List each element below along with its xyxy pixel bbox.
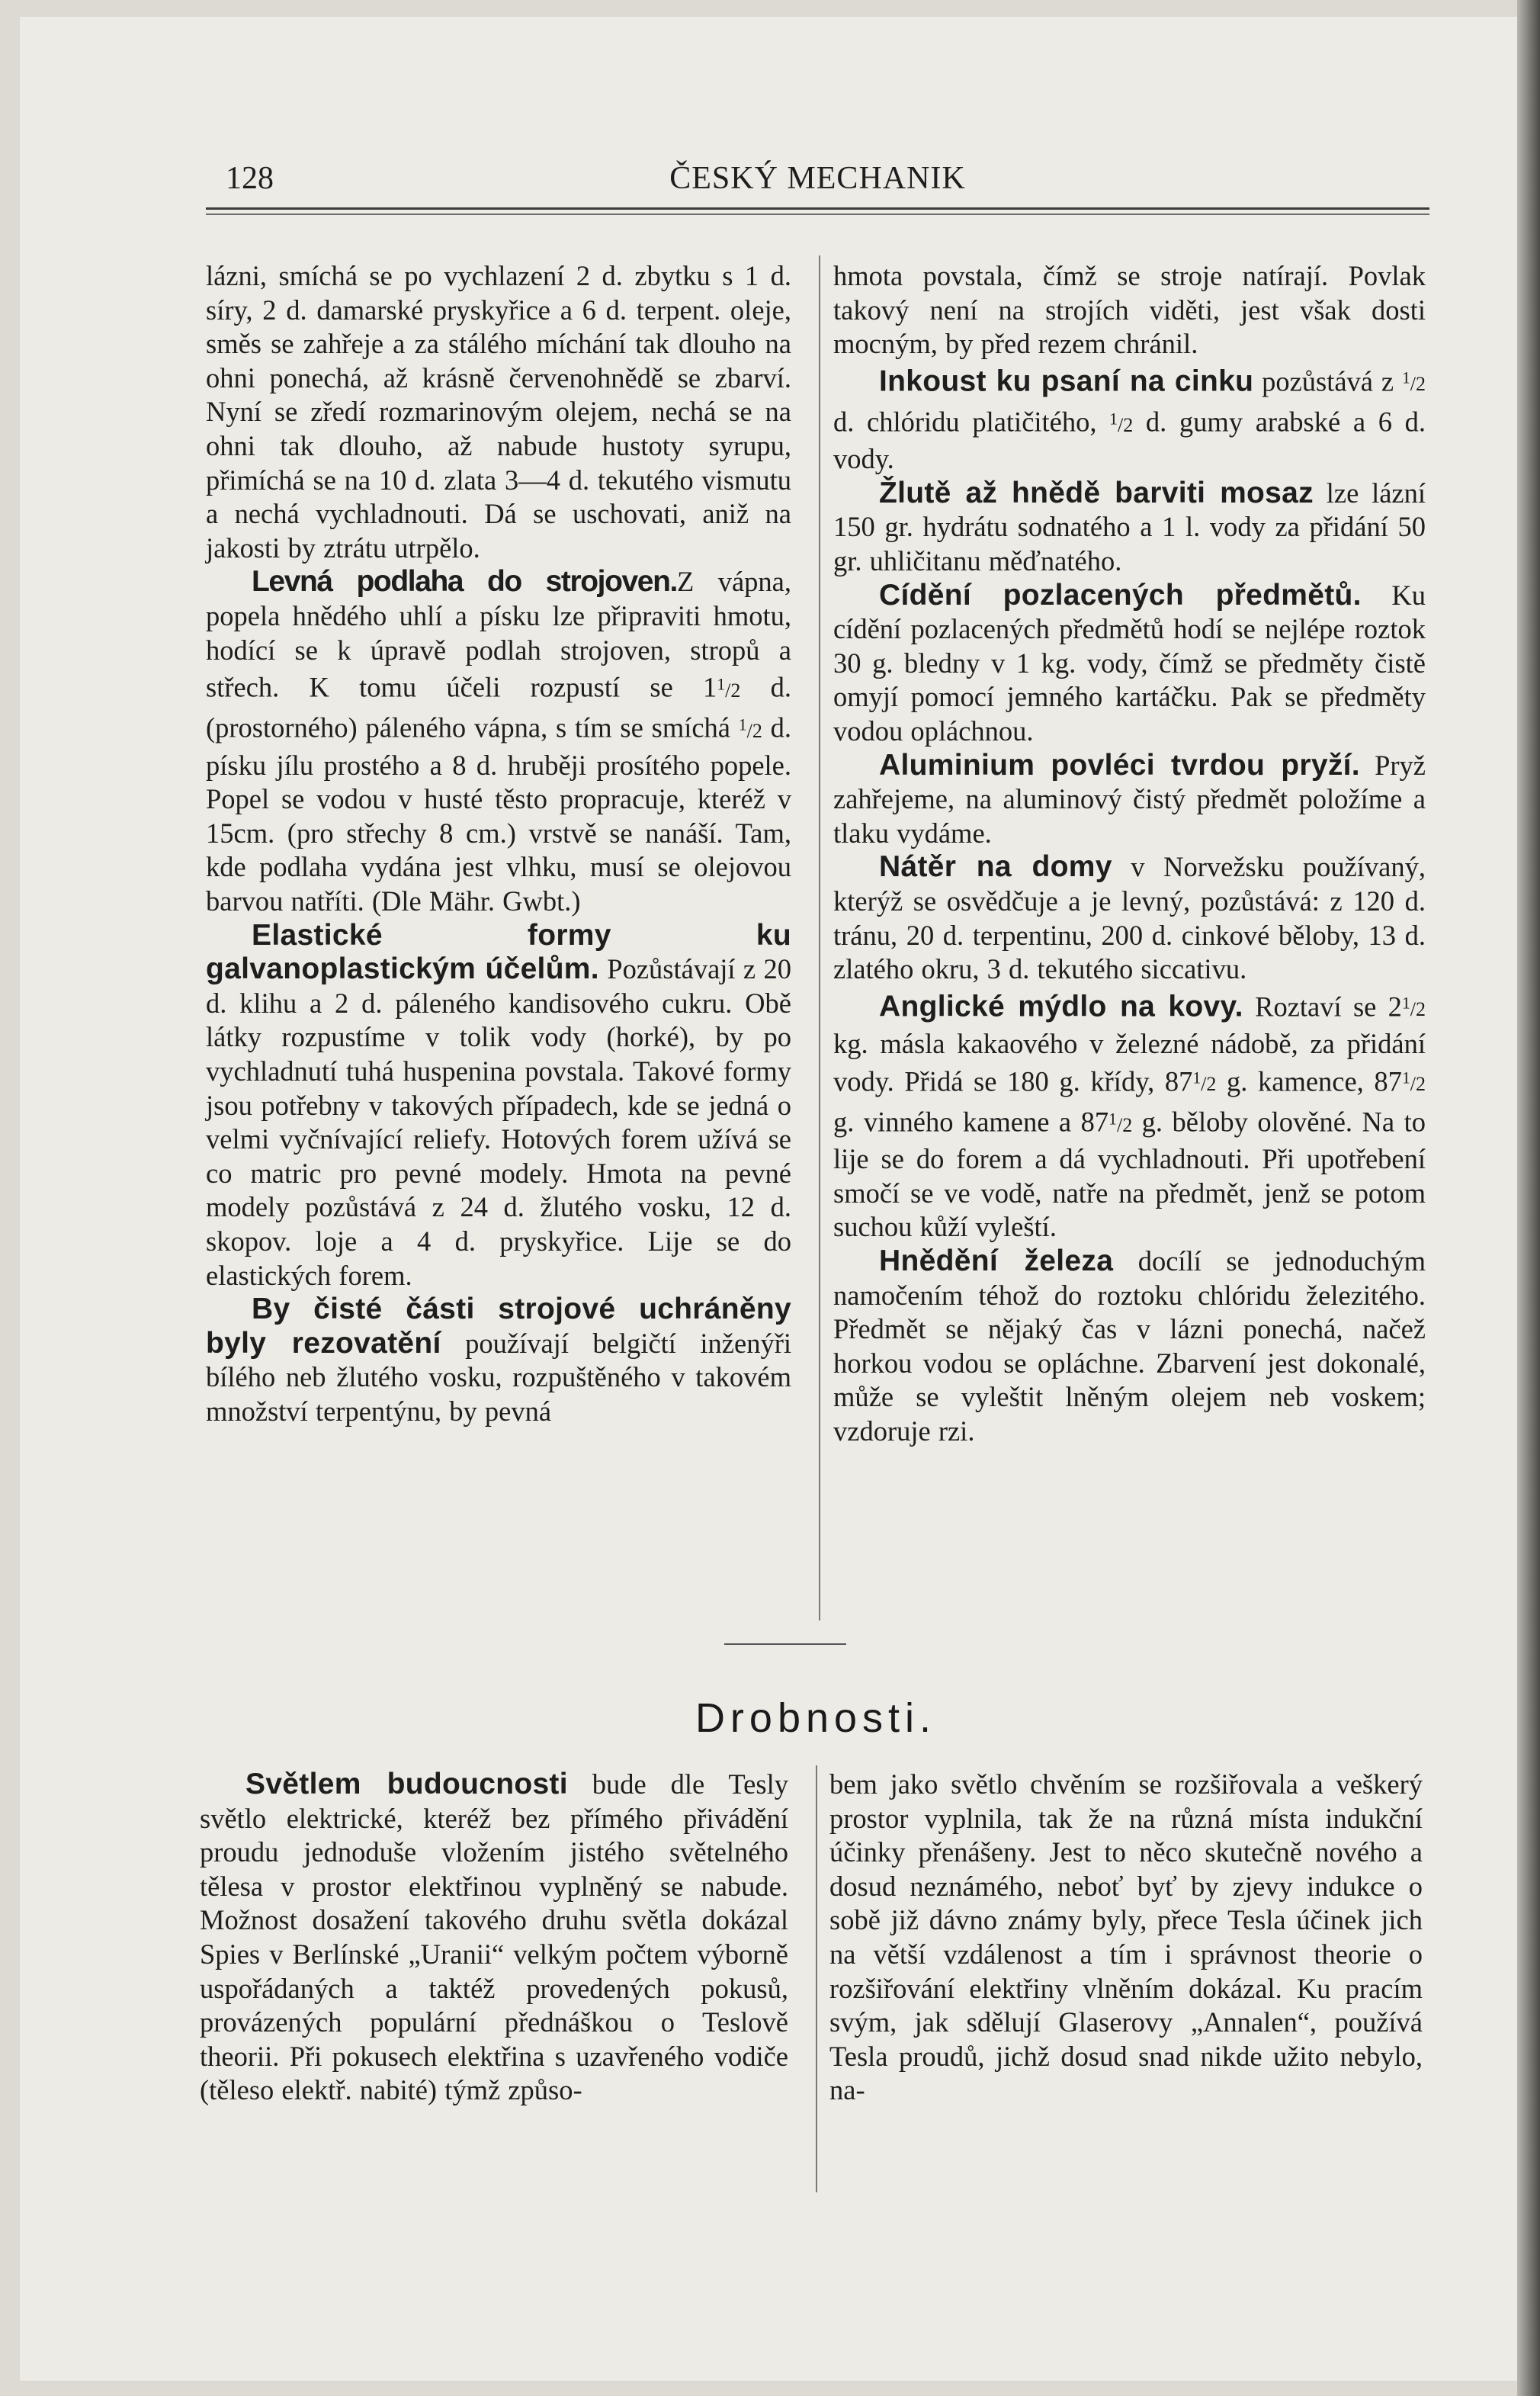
- article-heading: By čisté části strojové uchráněny byly rezovatění: [206, 1293, 791, 1360]
- header-rule-thin: [206, 214, 1429, 215]
- article-text: g. běloby olověné. Na to lije se do forem a dá vychladnouti. Při upotřebení smočí se ve vodě, natře na předmět, jenž se potom suchou kůží vyleští.: [833, 1106, 1426, 1243]
- article-text: bude dle Tesly světlo elektrické, kteréž bez přímého přivádění proudu jednoduše vložením jistého světelného tělesa v prostor elektřinou vyplněný se nabude. Možnost dosažení takového druhu světla dokázal Spies v Berlínské „Uranii“ velkým počtem výborně uspořádaných a taktéž provedených pokusů, provázených populární přednáškou o Teslově theorii. Při pokusech elektřina s uzavřeného vodiče (těleso elektř. nabité) týmž způso-: [200, 1768, 788, 2106]
- fraction-denominator: 2: [752, 720, 762, 743]
- fraction-denominator: 2: [730, 679, 741, 702]
- fraction-denominator: 2: [1122, 1113, 1133, 1136]
- fraction: $^1$/2: [1108, 1109, 1133, 1136]
- paragraph-hmota: hmota povstala, čímž se stroje natírají. Povlak takový není na strojích viděti, jest však dosti mocným, by před rezem chránil.: [833, 260, 1426, 360]
- article-hedeni-zeleza: [833, 1245, 1426, 1449]
- column-divider: [819, 255, 820, 1620]
- header-rule: [206, 207, 1429, 210]
- fraction-numerator: 1: [1401, 994, 1410, 1013]
- lower-left-column: [200, 1768, 788, 2108]
- article-text: kg. másla kakaového v železné nádobě, za přidání vody. Přidá se 180 g. křídy, 87: [833, 1028, 1426, 1097]
- fraction-denominator: 2: [1123, 413, 1134, 436]
- article-cideni: [833, 579, 1426, 749]
- section-title: Drobnosti.: [695, 1695, 937, 1741]
- fraction-denominator: 2: [1416, 998, 1426, 1021]
- fraction: $^1$/2: [738, 715, 762, 743]
- fraction-denominator: 2: [1416, 1073, 1426, 1096]
- fraction: $^1$/2: [717, 675, 741, 702]
- section-separator: [724, 1643, 846, 1645]
- article-text: Z vápna, popela hnědého uhlí a písku lze připraviti hmotu, hodící se k úpravě podlah strojoven, stropů a střech. K tomu účeli rozpustí se 1: [206, 566, 792, 703]
- lower-right-column: [829, 1768, 1423, 2108]
- article-heading: Inkoust ku psaní na cinku: [879, 365, 1254, 398]
- journal-title: ČESKÝ MECHANIK: [669, 161, 966, 196]
- binding-edge: [1517, 0, 1540, 2396]
- article-heading: Nátěr na domy: [879, 850, 1112, 884]
- article-heading: Hnědění železa: [879, 1244, 1114, 1277]
- right-column: [833, 259, 1426, 1448]
- paragraph-lazni: lázni, smíchá se po vychlazení 2 d. zbytku s 1 d. síry, 2 d. damarské pryskyřice a 6 d. terpent. oleje, směs se zahřeje a za stálého míchání tak dlouho na ohni ponechá, až krásně červenohnědě se zbarví. Nyní se zředí rozmarinovým olejem, nechá se na ohni tak dlouho, až nabude hustoty syrupu, přimíchá se na 10 d. zlata 3—4 d. tekutého vismutu a nechá vychladnouti. Dá se uschovati, aniž na jakosti by ztrátu utrpělo.: [206, 260, 791, 564]
- article-text: Pryž zahřejeme, na aluminový čistý předmět položíme a tlaku vydáme.: [833, 749, 1426, 849]
- article-text: d. (prostorného) páleného vápna, s tím se smíchá: [206, 671, 791, 744]
- article-elasticke-formy: [206, 919, 791, 1293]
- fraction: $^1$/2: [1401, 1068, 1426, 1096]
- fraction-numerator: 1: [738, 715, 747, 734]
- article-aluminium: [833, 749, 1426, 851]
- running-header: [206, 160, 1429, 206]
- article-text: docílí se jednoduchým namočením téhož do roztoku chlóridu železitého. Předmět se nějaký čas v lázni ponechá, načež horkou vodou se opláchne. Zbarvení jest dokonalé, může se vyleštit lněným olejem neb voskem; vzdoruje rzi.: [833, 1245, 1426, 1447]
- article-text: pozůstává z: [1253, 365, 1402, 397]
- fraction-numerator: 1: [717, 675, 726, 694]
- article-text: d. chlóridu platičitého,: [833, 406, 1110, 438]
- fraction: $^1$/2: [1401, 368, 1426, 396]
- article-text: d. gumy arabské a 6 d. vody.: [833, 406, 1426, 475]
- article-text: lze lázní 150 gr. hydrátu sodnatého a 1 l. vody za přidání 50 gr. uhličitanu měďnatého.: [833, 477, 1426, 577]
- article-levna-podlaha: [206, 565, 791, 918]
- article-text: g. kamence, 87: [1216, 1065, 1402, 1097]
- fraction: $^1$/2: [1192, 1068, 1217, 1096]
- article-heading: Levná podlaha do strojoven.: [252, 565, 677, 599]
- paragraph-continuation: bem jako světlo chvěním se rozšiřovala a veškerý prostor vyplnila, tak že na různá místa indukční účinky přenášeny. Jest to něco skutečně nového a dosud neznámého, neboť byť by zjevy indukce o sobě již dávno známy byly, přece Tesla účinek jich na větší vzdálenost a tím i správnost theorie o rozšiřování elektřiny vlněním dokázal. Ku pracím svým, jak sdělují Glaserovy „Annalen“, používá Tesla proudů, jichž dosud snad nikde užito nebylo, na-: [829, 1768, 1423, 2106]
- article-text: g. vinného kamene a 87: [833, 1106, 1109, 1138]
- article-nater: [833, 850, 1426, 986]
- left-column: [206, 259, 791, 1429]
- fraction-numerator: 1: [1401, 1068, 1410, 1087]
- article-heading: Elastické formy ku galvanoplastickým účelům.: [206, 918, 791, 986]
- article-heading: Světlem budoucnosti: [245, 1768, 568, 1800]
- article-heading: Aluminium povléci tvrdou pryží.: [879, 748, 1360, 782]
- article-mosaz: [833, 477, 1426, 579]
- article-ciste-casti: [206, 1293, 791, 1428]
- fraction: $^1$/2: [1401, 994, 1426, 1021]
- fraction-denominator: 2: [1206, 1073, 1217, 1096]
- article-text: Pozůstávají z 20 d. klihu a 2 d. páleného kandisového cukru. Obě látky rozpustíme v tolik vody (horké), by po vychladnutí tuhá huspenina povstala. Takové formy jsou potřebny v takových případech, kde se jedná o velmi vyčnívající reliefy. Hotových forem užívá se co matric pro pevné modely. Hmota na pevné modely pozůstává z 24 d. žlutého vosku, 12 d. skopov. loje a 4 d. pryskyřice. Lije se do elastických forem.: [206, 953, 791, 1291]
- article-heading: Cídění pozlacených předmětů.: [879, 578, 1362, 612]
- article-text: d. písku jílu prostého a 8 d. hruběji prosítého popele. Popel se vodou v husté těsto propracuje, kteréž v 15cm. (pro střechy 8 cm.) vrstvě se nanáší. Tam, kde podlaha vydána jest vlhku, musí se olejovou barvou natříti. (Dle Mähr. Gwbt.): [206, 712, 791, 917]
- fraction-numerator: 1: [1109, 410, 1118, 429]
- article-text: Roztaví se 2: [1243, 991, 1402, 1023]
- article-heading: Anglické mýdlo na kovy.: [879, 990, 1243, 1023]
- fraction: $^1$/2: [1109, 410, 1134, 436]
- article-text: Ku cídění pozlacených předmětů hodí se nejlépe roztok 30 g. bledny v 1 kg. vody, čímž se předměty čistě omyjí pomocí jemného kartáčku. Pak se předměty vodou opláchnou.: [833, 579, 1426, 747]
- page-number: 128: [226, 161, 274, 196]
- column-divider-lower: [816, 1765, 817, 2192]
- article-text: v Norvežsku používaný, kterýž se osvědčuje a je levný, pozůstává: z 120 d. tránu, 20 d. terpentinu, 200 d. cinkové běloby, 13 d. zlatého okru, 3 d. tekutého siccativu.: [833, 851, 1426, 985]
- fraction-denominator: 2: [1416, 373, 1426, 396]
- article-text: používají belgičtí inženýři bílého neb žlutého vosku, rozpuštěného v takovém množství terpentýnu, by pevná: [206, 1327, 791, 1427]
- article-inkoust: [833, 361, 1426, 477]
- fraction-numerator: 1: [1108, 1109, 1117, 1128]
- article-heading: Žlutě až hnědě barviti mosaz: [879, 476, 1314, 509]
- fraction-numerator: 1: [1192, 1068, 1202, 1087]
- article-mydlo: [833, 987, 1426, 1245]
- fraction-numerator: 1: [1401, 368, 1410, 387]
- article-svetlem-budoucnosti: [200, 1768, 788, 2108]
